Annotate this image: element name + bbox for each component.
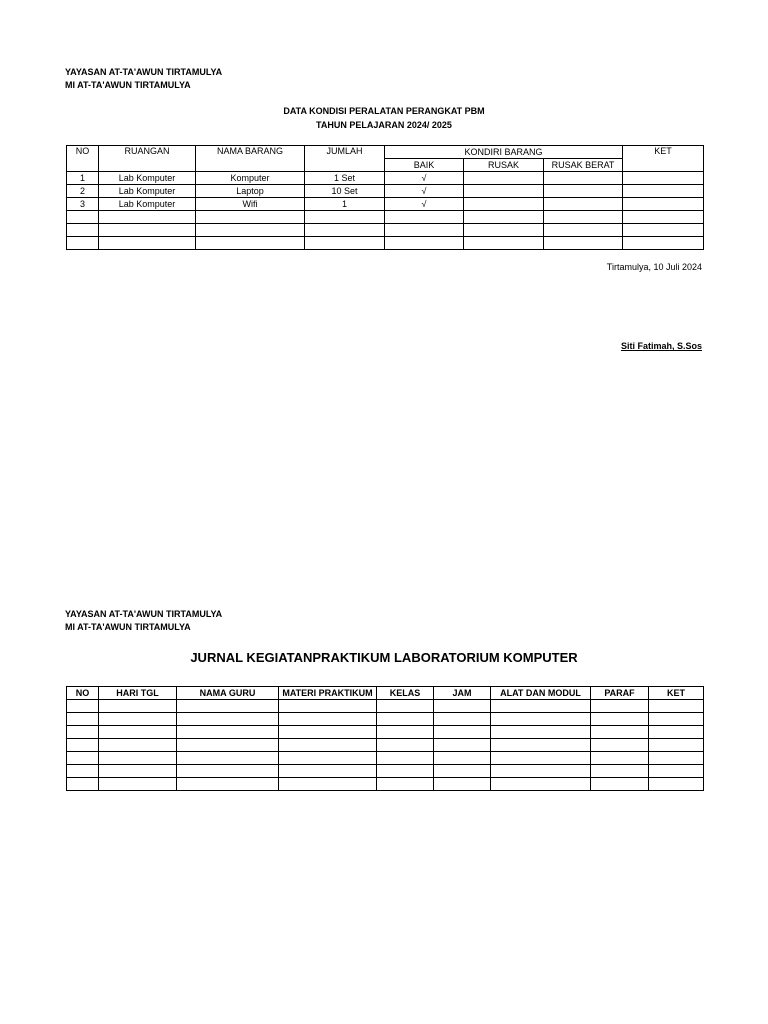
cell-rusak-berat <box>544 198 623 211</box>
cell-ruangan <box>99 237 196 250</box>
school-name: MI AT-TA'AWUN TIRTAMULYA <box>65 80 191 90</box>
cell-ket <box>623 185 704 198</box>
cell-baik: √ <box>385 172 464 185</box>
cell-nama-barang: Laptop <box>196 185 305 198</box>
journal-cell <box>279 700 377 713</box>
cell-jumlah <box>305 237 385 250</box>
cell-ruangan: Lab Komputer <box>99 198 196 211</box>
cell-baik <box>385 211 464 224</box>
cell-rusak <box>464 198 544 211</box>
equipment-condition-table <box>66 145 704 250</box>
section1-subtitle: TAHUN PELAJARAN 2024/ 2025 <box>316 120 452 130</box>
header-org-2 <box>65 608 222 634</box>
journal-cell <box>377 700 434 713</box>
journal-cell <box>67 739 99 752</box>
journal-col-4: KELAS <box>377 687 434 700</box>
journal-cell <box>67 700 99 713</box>
journal-cell <box>377 765 434 778</box>
journal-cell <box>649 700 704 713</box>
section1-title: DATA KONDISI PERALATAN PERANGKAT PBM <box>283 106 485 116</box>
journal-cell <box>591 713 649 726</box>
cell-no <box>67 211 99 224</box>
journal-cell <box>377 752 434 765</box>
cell-ket <box>623 172 704 185</box>
journal-cell <box>177 739 279 752</box>
col-nama-barang: NAMA BARANG <box>196 146 305 172</box>
journal-cell <box>491 700 591 713</box>
place-date: Tirtamulya, 10 Juli 2024 <box>606 262 702 272</box>
journal-cell <box>377 726 434 739</box>
journal-col-7: PARAF <box>591 687 649 700</box>
journal-cell <box>591 778 649 791</box>
journal-cell <box>67 713 99 726</box>
col-rusak: RUSAK <box>464 159 544 172</box>
journal-cell <box>67 765 99 778</box>
cell-baik: √ <box>385 198 464 211</box>
table-row <box>67 185 704 198</box>
journal-cell <box>434 700 491 713</box>
journal-cell <box>279 726 377 739</box>
cell-nama-barang <box>196 224 305 237</box>
header-org-1 <box>65 66 222 92</box>
cell-rusak <box>464 211 544 224</box>
journal-col-8: KET <box>649 687 704 700</box>
cell-ket <box>623 224 704 237</box>
table-row <box>67 739 704 752</box>
journal-cell <box>434 739 491 752</box>
cell-rusak <box>464 185 544 198</box>
journal-cell <box>491 752 591 765</box>
school-name: MI AT-TA'AWUN TIRTAMULYA <box>65 622 191 632</box>
cell-ket <box>623 198 704 211</box>
col-kondisi: KONDIRI BARANG <box>385 146 623 159</box>
journal-cell <box>491 726 591 739</box>
journal-title: JURNAL KEGIATANPRAKTIKUM LABORATORIUM KOMPUTER <box>190 650 578 665</box>
foundation-name: YAYASAN AT-TA'AWUN TIRTAMULYA <box>65 67 223 77</box>
cell-rusak-berat <box>544 211 623 224</box>
journal-cell <box>649 739 704 752</box>
cell-ket <box>623 211 704 224</box>
cell-baik <box>385 224 464 237</box>
table-row <box>67 713 704 726</box>
col-rusak-berat: RUSAK BERAT <box>544 159 623 172</box>
cell-no: 1 <box>67 172 99 185</box>
cell-ruangan: Lab Komputer <box>99 172 196 185</box>
journal-cell <box>491 713 591 726</box>
table-row <box>67 765 704 778</box>
cell-jumlah: 1 <box>305 198 385 211</box>
journal-col-0: NO <box>67 687 99 700</box>
journal-cell <box>434 726 491 739</box>
cell-jumlah <box>305 211 385 224</box>
table-row <box>67 172 704 185</box>
table-row <box>67 752 704 765</box>
journal-cell <box>177 765 279 778</box>
journal-cell <box>649 752 704 765</box>
journal-cell <box>377 739 434 752</box>
lab-journal-table <box>66 686 704 791</box>
journal-cell <box>434 752 491 765</box>
journal-cell <box>434 778 491 791</box>
journal-cell <box>99 700 177 713</box>
journal-cell <box>279 739 377 752</box>
journal-cell <box>279 765 377 778</box>
cell-rusak-berat <box>544 185 623 198</box>
cell-ruangan: Lab Komputer <box>99 185 196 198</box>
table-row <box>67 700 704 713</box>
journal-cell <box>491 739 591 752</box>
cell-rusak <box>464 237 544 250</box>
col-baik: BAIK <box>385 159 464 172</box>
journal-cell <box>591 726 649 739</box>
journal-col-6: ALAT DAN MODUL <box>491 687 591 700</box>
journal-cell <box>279 778 377 791</box>
journal-col-2: NAMA GURU <box>177 687 279 700</box>
table-row <box>67 778 704 791</box>
cell-rusak-berat <box>544 224 623 237</box>
journal-cell <box>591 765 649 778</box>
journal-cell <box>99 778 177 791</box>
journal-cell <box>377 713 434 726</box>
col-ket: KET <box>623 146 704 172</box>
cell-baik: √ <box>385 185 464 198</box>
journal-cell <box>177 700 279 713</box>
section1-title-block <box>0 104 768 132</box>
journal-cell <box>649 726 704 739</box>
table-row <box>67 237 704 250</box>
table-row <box>67 726 704 739</box>
cell-ket <box>623 237 704 250</box>
journal-col-1: HARI TGL <box>99 687 177 700</box>
cell-nama-barang: Wifi <box>196 198 305 211</box>
journal-cell <box>279 752 377 765</box>
cell-no <box>67 237 99 250</box>
cell-rusak-berat <box>544 172 623 185</box>
journal-cell <box>279 713 377 726</box>
cell-ruangan <box>99 224 196 237</box>
journal-col-3: MATERI PRAKTIKUM <box>279 687 377 700</box>
journal-cell <box>99 739 177 752</box>
journal-cell <box>591 700 649 713</box>
cell-rusak-berat <box>544 237 623 250</box>
cell-rusak <box>464 224 544 237</box>
journal-cell <box>491 765 591 778</box>
cell-jumlah: 1 Set <box>305 172 385 185</box>
journal-cell <box>434 765 491 778</box>
journal-cell <box>649 765 704 778</box>
journal-cell <box>649 778 704 791</box>
signer-name: Siti Fatimah, S.Sos <box>620 341 702 351</box>
cell-jumlah <box>305 224 385 237</box>
journal-cell <box>177 752 279 765</box>
journal-cell <box>67 726 99 739</box>
table-row <box>67 211 704 224</box>
journal-cell <box>177 713 279 726</box>
journal-cell <box>177 726 279 739</box>
cell-baik <box>385 237 464 250</box>
cell-ruangan <box>99 211 196 224</box>
journal-cell <box>177 778 279 791</box>
table-row <box>67 198 704 211</box>
journal-cell <box>67 752 99 765</box>
journal-col-5: JAM <box>434 687 491 700</box>
journal-cell <box>99 726 177 739</box>
cell-nama-barang: Komputer <box>196 172 305 185</box>
journal-cell <box>491 778 591 791</box>
cell-jumlah: 10 Set <box>305 185 385 198</box>
journal-cell <box>67 778 99 791</box>
cell-nama-barang <box>196 237 305 250</box>
journal-cell <box>434 713 491 726</box>
journal-header-row <box>67 687 704 700</box>
foundation-name: YAYASAN AT-TA'AWUN TIRTAMULYA <box>65 609 223 619</box>
journal-cell <box>99 752 177 765</box>
cell-nama-barang <box>196 211 305 224</box>
journal-cell <box>591 752 649 765</box>
cell-rusak <box>464 172 544 185</box>
journal-cell <box>377 778 434 791</box>
col-no: NO <box>67 146 99 172</box>
col-jumlah: JUMLAH <box>305 146 385 172</box>
journal-cell <box>99 713 177 726</box>
cell-no <box>67 224 99 237</box>
equipment-table-body <box>67 172 704 250</box>
journal-table-body <box>67 700 704 791</box>
journal-cell <box>99 765 177 778</box>
col-ruangan: RUANGAN <box>99 146 196 172</box>
cell-no: 2 <box>67 185 99 198</box>
cell-no: 3 <box>67 198 99 211</box>
table-row <box>67 224 704 237</box>
journal-cell <box>649 713 704 726</box>
journal-cell <box>591 739 649 752</box>
